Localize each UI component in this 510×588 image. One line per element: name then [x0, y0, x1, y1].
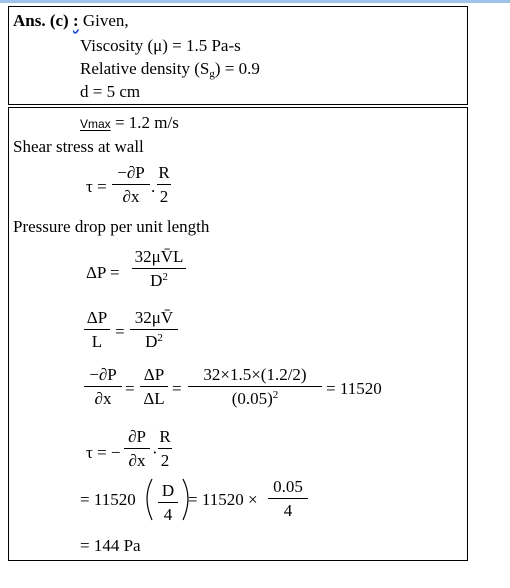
pressure-heading: Pressure drop per unit length — [13, 217, 210, 236]
dpl-fraction-left: ΔP L — [84, 309, 110, 351]
calc-fraction-d: D 4 — [158, 482, 178, 524]
calc-middle: = 11520 × — [188, 490, 258, 509]
tau-fraction-r: R 2 — [158, 163, 170, 206]
grad-equals-2: = — [172, 379, 182, 398]
tau-lhs: τ = — [86, 177, 107, 196]
dpl-fraction-right: 32μV̄ $D^2$ — [130, 309, 178, 351]
calc-fraction-right: 0.05 4 — [268, 478, 308, 520]
tau-fraction-grad: −∂P ∂x — [112, 164, 150, 206]
vmax-label: Vmax — [80, 117, 111, 131]
tau2-lhs: τ = − — [86, 443, 121, 462]
tau-dot: . — [151, 177, 156, 196]
dp-fraction: 32μV̄L $D^2$ — [132, 248, 186, 290]
given-relative-density: Relative density $(S_g) = 0.9$ — [80, 59, 260, 80]
grad-fraction-2: ΔP ΔL — [140, 366, 168, 408]
final-result: = 144 Pa — [80, 536, 141, 555]
dpl-equals: = — [115, 322, 125, 341]
given-diameter: d = 5 cm — [80, 82, 141, 101]
given-label: Given, — [82, 11, 129, 30]
answer-label: Ans. (c) — [13, 11, 69, 30]
answer-colon: : — [72, 11, 79, 30]
grad-equals-1: = — [125, 379, 135, 398]
tau2-dot: · — [152, 443, 158, 462]
grad-fraction-3: 32×1.5×(1.2/2) $(0.05)^2$ — [188, 366, 322, 408]
dp-lhs: ΔP = — [86, 263, 120, 282]
tau2-fraction-grad: ∂P ∂x — [124, 428, 150, 470]
given-viscosity: Viscosity (μ) = 1.5 Pa-s — [80, 36, 241, 55]
tau2-fraction-r: R 2 — [159, 427, 171, 470]
calc-lhs: = 11520 — [80, 490, 136, 509]
grad-fraction: −∂P ∂x — [84, 366, 122, 408]
shear-heading: Shear stress at wall — [13, 137, 144, 156]
grad-result: = 11520 — [326, 379, 382, 398]
vmax-value: = 1.2 m/s — [114, 113, 179, 132]
